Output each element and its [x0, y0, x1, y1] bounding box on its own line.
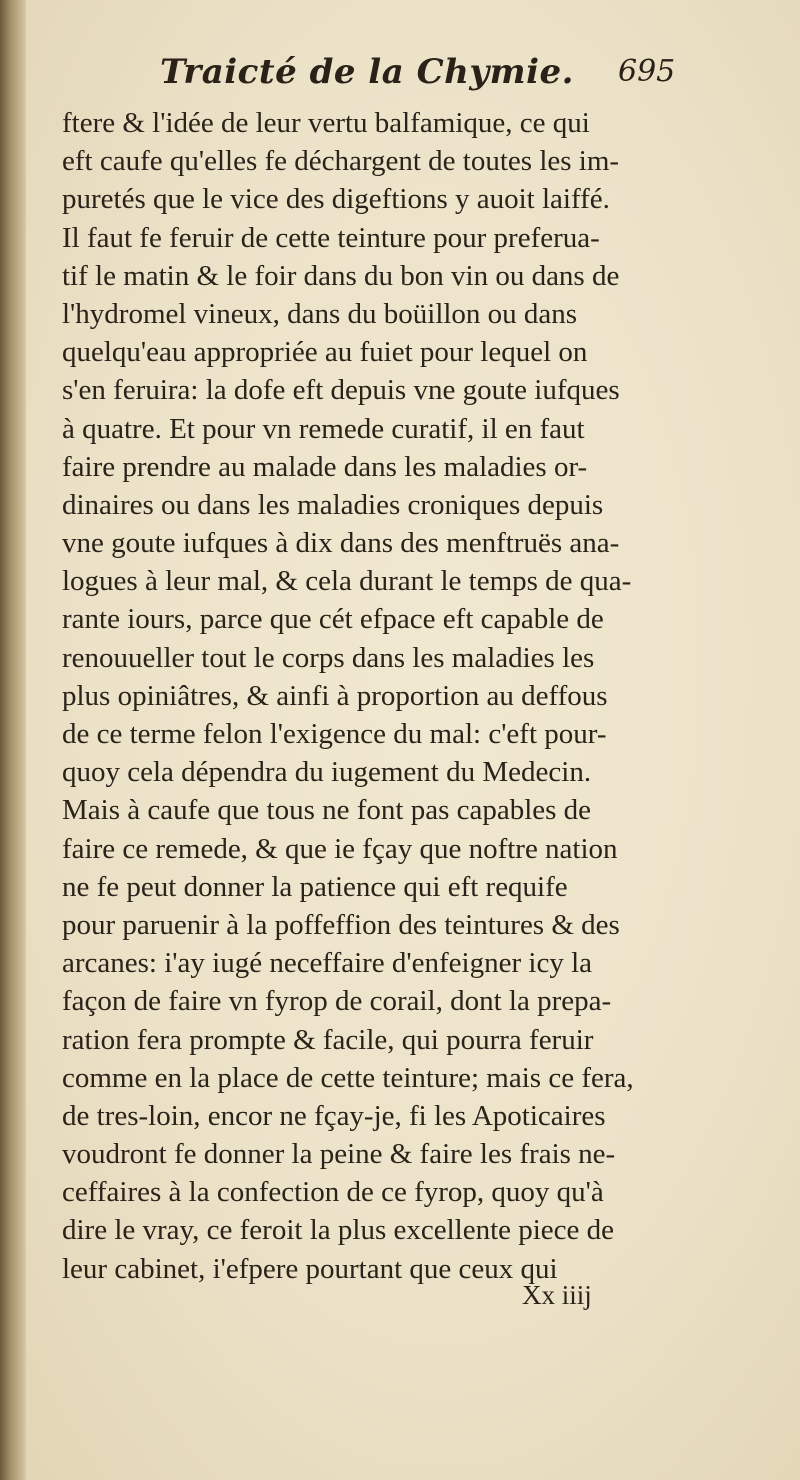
text-line: façon de faire vn fyrop de corail, dont la prepa- [62, 985, 612, 1018]
text-line: quelqu'eau appropriée au fuiet pour lequel on [62, 336, 588, 369]
text-line: puretés que le vice des digeftions y auoit laiffé. [62, 183, 610, 216]
page-header [0, 52, 800, 102]
text-line: ration fera prompte & facile, qui pourra feruir [62, 1023, 594, 1056]
text-line: tif le matin & le foir dans du bon vin ou dans de [62, 259, 620, 292]
text-line: rante iours, parce que cét efpace eft capable de [62, 603, 604, 636]
text-line: de ce terme felon l'exigence du mal: c'eft pour- [62, 718, 607, 750]
text-line: faire ce remede, & que ie fçay que noftre nation [62, 832, 618, 865]
page-number: 695 [618, 54, 676, 89]
text-line: eft caufe qu'elles fe déchargent de toutes les im- [62, 145, 620, 178]
text-line: faire prendre au malade dans les maladies or- [62, 450, 588, 483]
page-gutter [0, 0, 26, 1480]
text-line: dinaires ou dans les maladies croniques depuis [62, 488, 604, 521]
text-line: logues à leur mal, & cela durant le temps de qua- [62, 565, 632, 598]
text-line: arcanes: i'ay iugé neceffaire d'enfeigner icy la [62, 947, 593, 980]
text-line: comme en la place de cette teinture; mais ce fera, [62, 1061, 634, 1094]
text-line: pour paruenir à la poffeffion des teintures & des [62, 908, 620, 941]
running-title: Traicté de la Chymie. [160, 52, 574, 92]
text-line: à quatre. Et pour vn remede curatif, il en faut [62, 412, 585, 445]
text-line: renouueller tout le corps dans les maladies les [62, 641, 595, 674]
text-line: s'en feruira: la dofe eft depuis vne goute iufques [62, 374, 620, 407]
text-line: de tres-loin, encor ne fçay-je, fi les Apoticaires [62, 1099, 606, 1132]
text-line: quoy cela dépendra du iugement du Medecin. [62, 756, 592, 789]
signature-mark: Xx iiij [522, 1280, 592, 1310]
text-line: dire le vray, ce feroit la plus excellente piece de [62, 1214, 615, 1247]
body-text [62, 104, 712, 1288]
text-line: l'hydromel vineux, dans du boüillon ou dans [62, 297, 578, 330]
text-line: plus opiniâtres, & ainfi à proportion au deffous [62, 679, 608, 712]
text-line: vne goute iufques à dix dans des menftruës ana- [62, 527, 620, 560]
text-line: voudront fe donner la peine & faire les frais ne- [62, 1138, 616, 1171]
text-line: Mais à caufe que tous ne font pas capables de [62, 794, 592, 827]
text-line: ceffaires à la confection de ce fyrop, quoy qu'à [62, 1176, 604, 1209]
text-line: ftere & l'idée de leur vertu balfamique, ce qui [62, 107, 590, 139]
text-line: Il faut fe feruir de cette teinture pour preferua- [62, 221, 600, 254]
text-line: leur cabinet, i'efpere pourtant que ceux qui [62, 1252, 558, 1285]
text-line: ne fe peut donner la patience qui eft requife [62, 870, 568, 903]
